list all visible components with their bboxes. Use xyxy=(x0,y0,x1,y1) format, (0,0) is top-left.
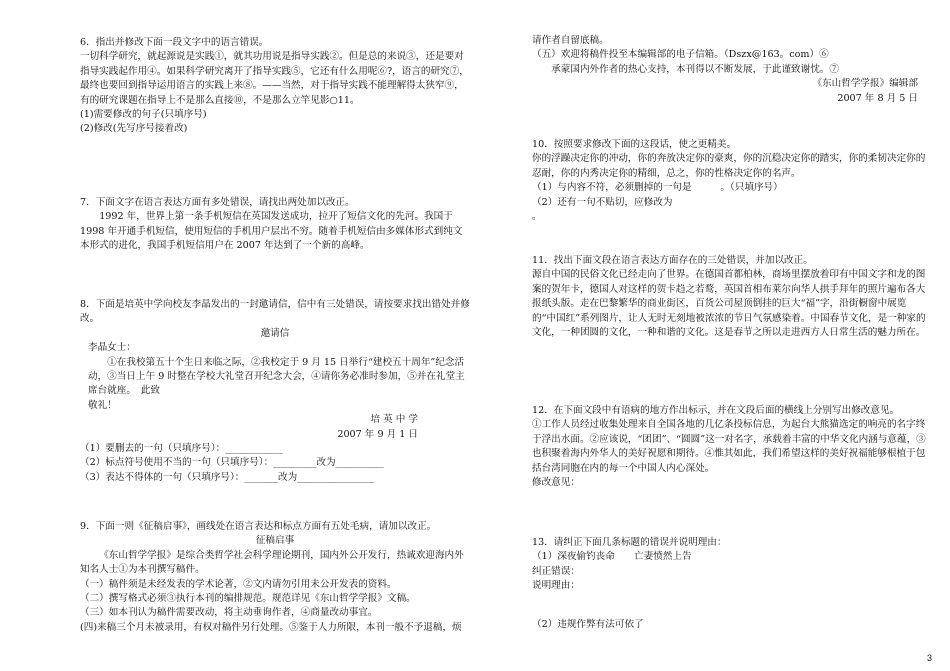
question-7 xyxy=(80,196,470,254)
question-8 xyxy=(80,298,470,485)
q10-answer-3: 。 xyxy=(532,210,542,222)
notice-continued: 请作者自留底稿。 xyxy=(532,35,609,46)
notice-title: 征稿启事 xyxy=(255,535,295,547)
letter-date: 2007 年 9 月 1 日 xyxy=(337,428,418,440)
q11-text: 源自中国的民俗文化已经走向了世界。在德国首都柏林，商场里摆放着印有中国文字和龙的图案的贺年卡，德国人对这样的贺卡趋之若鹜，英国首相布莱尔向华人拱手拜年的照片遍布各大报纸头版。走在巴黎繁华的商业街区，百货公司屋顶倒挂的巨大“福”字，沿街橱窗中展览的“中国红”系列图片，让人无时无刻地被浓浓的节日气氛感染着。中国春节文化，是一种家的文化，一种团圆的文化，一种和谐的文化。这是春节之所以走进西方人日常生活的魅力所在。 xyxy=(532,269,926,338)
letter-closing: 敬礼！ xyxy=(88,399,117,411)
q10-title: 10．按照要求修改下面的这段话，使之更精美。 xyxy=(532,139,737,150)
page-number: 3 xyxy=(926,652,932,663)
q10-answer-2: （2）还有一句不贴切，应修改为 xyxy=(532,196,673,208)
notice-item-3: （三）如本刊认为稿件需要改动，将主动垂询作者，④商量改动事宜。 xyxy=(80,607,378,619)
q7-text: 1992 年，世界上第一条手机短信在英国发送成功，拉开了短信文化的先河。我国于 1998 年开通手机短信，使用短信的手机用户层出不穷。随着手机短信由多媒体形式到纯文本形式的进化，我国手机短信用户在 2007 年达到了一个新的高峰。 xyxy=(80,211,463,252)
q13-fix-label: 纠正错误： xyxy=(532,565,580,577)
q6-answer-1: (1)需要修改的句子(只填序号) xyxy=(80,108,207,120)
q10-text: 你的浮躁决定你的冲动，你的奔放决定你的豪爽，你的沉稳决定你的踏实，你的柔韧决定你的忍耐，你的内秀决定你的精细，总之，你的性格决定你的名声。 xyxy=(532,153,926,179)
q8-answer-3: （3）表达不得体的一句（只填序号）：_______改为________________ xyxy=(80,471,374,483)
notice-item-1: （一）稿件须是未经发表的学术论著，②文内请勿引用未公开发表的资料。 xyxy=(80,578,397,590)
question-9 xyxy=(80,520,470,635)
letter-title: 邀请信 xyxy=(260,327,290,339)
notice-date: 2007 年 8 月 5 日 xyxy=(837,92,918,104)
q12-text: ①工作人员经过收集处理来自全国各地的几亿条投标信息，为起台大熊猫选定的响亮的名字终于浮出水面。②应该说，“团团”、“圆圆”这一对名字，承载着丰富的中华文化内涵与意蕴，③也积聚着海内外华人的美好祝愿和期待。④惟其如此，我们希望这样的美好祝福能够根植于包括台湾同胞在内的每一个中国人内心深处。 xyxy=(532,419,926,474)
q12-answer: 修改意见： xyxy=(532,476,580,488)
notice-item-4: (四)来稿三个月未被录用，有权对稿件另行处理。⑤鉴于人力所限，本刊一般不予退稿，烦 xyxy=(80,621,462,633)
question-6 xyxy=(80,36,470,137)
question-13 xyxy=(532,536,928,632)
question-10 xyxy=(532,138,928,224)
notice-intro: 《东山哲学学报》是综合类哲学社会科学理论期刊，国内外公开发行，热诚欢迎海内外知名人士①为本刊撰写稿件。 xyxy=(80,549,464,576)
question-9-continued xyxy=(532,34,928,106)
q7-title: 7．下面文字在语言表达方面有多处错误，请找出两处加以改正。 xyxy=(80,197,355,208)
question-11 xyxy=(532,254,928,340)
q12-title: 12．在下面文段中有语病的地方作出标示，并在文段后面的横线上分别写出修改意见。 xyxy=(532,405,900,416)
q9-title: 9．下面一则《征稿启事》，画线处在语言表达和标点方面有五处毛病，请加以改正。 xyxy=(80,521,437,532)
q13-title: 13．请纠正下面几条标题的错误并说明理由： xyxy=(532,537,727,548)
q8-answer-1: （1）要删去的一句（只填序号）：____________ xyxy=(80,442,283,454)
notice-item-5: （五）欢迎将稿件投至本编辑部的电子信箱。（Dszx@163。com）⑥ xyxy=(532,49,829,61)
q8-answer-2: （2）标点符号使用不当的一句（只填序号）：_________改为__________ xyxy=(80,457,384,469)
q6-text: 一切科学研究，就起源说是实践①，就其功用说是指导实践②。但是总的来说③，还是要对指导实践起作用④。如果科学研究离开了指导实践⑤，它还有什么用呢⑥?，语言的研究⑦，最终也要回到指导运用语言的实践上来⑧。——当然，对于指导实践不能理解得太狭窄⑨，有的研究课题在指导上不是那么直接⑩，不是那么立竿见影○11。 xyxy=(80,51,469,106)
letter-salutation: 李晶女士： xyxy=(88,342,136,354)
q6-answer-2: (2)修改(先写序号接着改) xyxy=(80,123,188,135)
q13-headline-2: （2）违规作弊有法可依了 xyxy=(532,618,644,630)
notice-thanks: 承蒙国内外作者的热心支持，本刊得以不断发展，于此谨致谢忱。⑦ xyxy=(551,63,839,75)
question-12 xyxy=(532,404,928,490)
q13-headline-1: （1）深夜偷钓丧命 亡妻愤然上告 xyxy=(532,551,692,563)
q6-title: 6．指出并修改下面一段文字中的语言错误。 xyxy=(80,37,269,48)
notice-item-2: （二）撰写格式必须③执行本刊的编排规范。规范详见《东山哲学学报》文稿。 xyxy=(80,592,416,604)
q11-title: 11．找出下面文段在语言表达方面存在的三处错误，并加以改正。 xyxy=(532,255,813,266)
q8-title: 8．下面是培英中学向校友李晶发出的一封邀请信，信中有三处错误，请按要求找出错处并修改。 xyxy=(80,299,470,325)
notice-sign: 《东山哲学学报》编辑部 xyxy=(812,78,918,90)
q13-reason-label: 说明理由： xyxy=(532,580,580,592)
q10-answer-1: （1）与内容不符，必须删掉的一句是 。（只填序号） xyxy=(532,182,783,194)
letter-body: ①在我校第五十个生日来临之际，②我校定于 9 月 15 日举行“建校五十周年”纪念活动，③当日上午 9 时整在学校大礼堂召开纪念大会，④请你务必准时参加，⑤并在礼堂主席台就座。 此致 xyxy=(88,356,465,397)
letter-sender: 培 英 中 学 xyxy=(370,414,418,426)
